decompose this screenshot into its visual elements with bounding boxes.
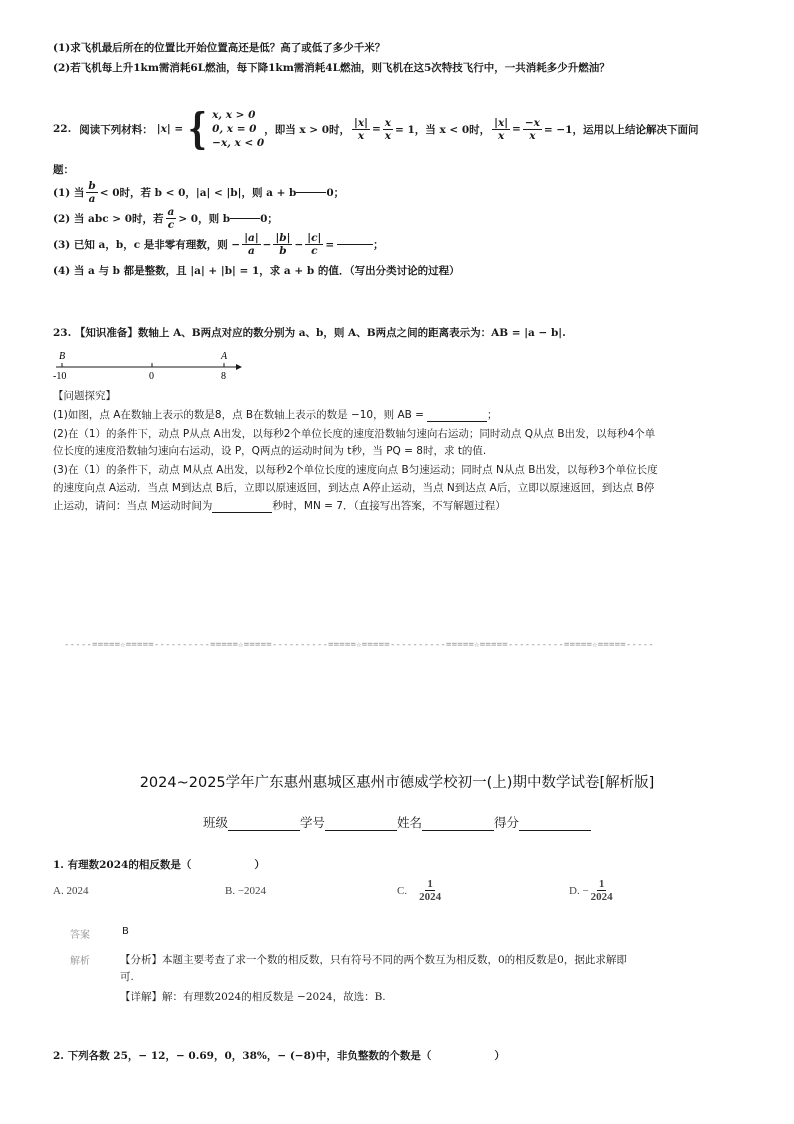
point-a-label: A xyxy=(221,351,228,362)
analysis-label: 解析 xyxy=(70,956,90,967)
tick-label-0: 0 xyxy=(149,371,154,382)
q22-tail2: 题： xyxy=(53,164,74,176)
q21-part2: (2)若飞机每上升1km需消耗6L燃油，每下降1km需消耗4L燃油，则飞机在这5次特技飞行中，一共消耗多少升燃油？ xyxy=(53,62,610,74)
q23-part1: (1)如图，点 A在数轴上表示的数是8，点 B在数轴上表示的数是 −10，则 AB = ； xyxy=(53,409,498,421)
q22-eq1: = xyxy=(371,123,381,135)
q22-cases xyxy=(183,104,265,153)
score-label: 得分 xyxy=(494,815,520,830)
student-id-field[interactable] xyxy=(325,813,397,831)
answer-blank[interactable] xyxy=(212,498,272,513)
q22-frac1: $\frac{|x|}{x}$ xyxy=(354,116,368,142)
q21-part1: (1)求飞机最后所在的位置比开始位置高还是低？高了或低了多少千米？ xyxy=(53,42,386,54)
q1-option-d[interactable]: D. − $\frac{1}{2024}$ xyxy=(569,878,613,903)
q22-material xyxy=(53,104,699,153)
left-brace-icon: { xyxy=(188,104,208,153)
tick-label-8: 8 xyxy=(221,371,226,382)
q22-sub3: (3) 已知 a，b，c 是非零有理数，则 − $\frac{|a|}{a}$ − $\frac{|b|}{b}$ − $\frac{|c|}{c}$ = ； xyxy=(53,232,384,257)
tick-label-minus10: -10 xyxy=(53,371,67,382)
q22-frac3: $\frac{|x|}{x}$ xyxy=(494,116,509,142)
q23-part3-line2: 的速度向点 A运动．当点 M到达点 B后，立即以原速返回，到达点 A停止运动，当点 N到达点 A后，立即以原速返回，到达点 B停 xyxy=(53,482,655,494)
number-line-figure xyxy=(50,348,250,382)
q22-eq2: = xyxy=(512,123,521,135)
name-field[interactable] xyxy=(422,813,494,831)
name-label: 姓名 xyxy=(397,815,423,830)
q22-frac2: $\frac{x}{x}$ xyxy=(384,116,392,142)
q2-stem: 2. 下列各数 25，− 12，− 0.69，0，38%，− (−8)中，非负整数的个数是（ ） xyxy=(53,1050,505,1062)
q23-part2-line1: (2)在（1）的条件下，动点 P从点 A出发，以每秒2个单位长度的速度沿数轴匀速向右运动；同时动点 Q从点 B出发，以每秒4个单 xyxy=(53,428,656,440)
section-separator: -----=====☆=====----------=====☆=====----------=====☆=====----------=====☆=====----------=====☆=====----- xyxy=(64,640,654,650)
exam-title: 2024~2025学年广东惠州惠城区惠州市德威学校初一(上)期中数学试卷[解析版] xyxy=(139,775,655,791)
q22-eq1b: = 1，当 x < 0时， xyxy=(395,123,491,136)
q1-stem: 1. 有理数2024的相反数是（ ） xyxy=(53,859,265,871)
q22-sub4: (4) 当 a 与 b 都是整数，且 |a| + |b| = 1，求 a + b 的值．（写出分类讨论的过程） xyxy=(53,265,460,277)
analysis-line2: 可. xyxy=(120,971,134,983)
q23-knowledge: 23. 【知识准备】数轴上 A、B两点对应的数分别为 a、b，则 A、B两点之间的距离表示为：AB = |a − b|. xyxy=(53,327,566,339)
answer-label: 答案 xyxy=(70,930,90,941)
student-info-row xyxy=(0,813,794,831)
q22-frac4: $\frac{-x}{x}$ xyxy=(524,116,540,142)
q23-part2-line2: 位长度的速度沿数轴匀速向右运动，设 P，Q两点的运动时间为 t秒，当 PQ = 8时，求 t的值. xyxy=(53,445,487,457)
q22-sub1: (1) 当 $\frac{b}{a}$ < 0时，若 b < 0，|a| < |b|，则 a + b 0； xyxy=(53,180,345,205)
answer-blank[interactable] xyxy=(427,407,487,422)
q22-intro: 阅读下列材料： xyxy=(79,123,153,136)
q23-part3-line3: 止运动，请问：当点 M运动时间为 秒时，MN = 7．（直接写出答案，不写解题过程） xyxy=(53,500,506,512)
q22-case2: 0, x = 0 xyxy=(212,123,257,135)
q1-option-a[interactable]: A. 2024 xyxy=(53,885,89,897)
q22-abs-x: |x| = xyxy=(156,123,184,135)
score-field[interactable] xyxy=(519,813,591,831)
analysis-line1: 【分析】本题主要考查了求一个数的相反数，只有符号不同的两个数互为相反数，0的相反数是0，据此求解即 xyxy=(120,954,627,966)
q22-case3: −x, x < 0 xyxy=(212,137,265,149)
answer-blank[interactable] xyxy=(230,218,260,219)
student-id-label: 学号 xyxy=(299,815,325,830)
q1-option-c[interactable]: C. $\frac{1}{2024}$ xyxy=(397,878,442,903)
q22-mid1: ，即当 x > 0时， xyxy=(264,123,351,136)
q23-section-head: 【问题探究】 xyxy=(53,390,116,402)
answer-blank[interactable] xyxy=(337,244,373,245)
q23-part3-line1: (3)在（1）的条件下，动点 M从点 A出发，以每秒2个单位长度的速度向点 B匀速运动；同时点 N从点 B出发，以每秒3个单位长度 xyxy=(53,464,658,476)
analysis-detail: 【详解】解：有理数2024的相反数是 −2024，故选：B. xyxy=(120,991,386,1003)
q22-number: 22. xyxy=(53,123,72,135)
arrow-icon xyxy=(236,364,242,370)
q22-sub2: (2) 当 abc > 0时，若 $\frac{a}{c}$ > 0，则 b 0； xyxy=(53,206,278,231)
answer-blank[interactable] xyxy=(296,192,326,193)
q22-case1: x, x > 0 xyxy=(212,109,256,121)
answer-value: B xyxy=(122,926,129,937)
q1-option-b[interactable]: B. −2024 xyxy=(225,885,267,897)
class-field[interactable] xyxy=(228,813,300,831)
q22-tail: = −1，运用以上结论解决下面问 xyxy=(543,123,699,136)
point-b-label: B xyxy=(59,351,66,362)
class-label: 班级 xyxy=(202,815,228,830)
